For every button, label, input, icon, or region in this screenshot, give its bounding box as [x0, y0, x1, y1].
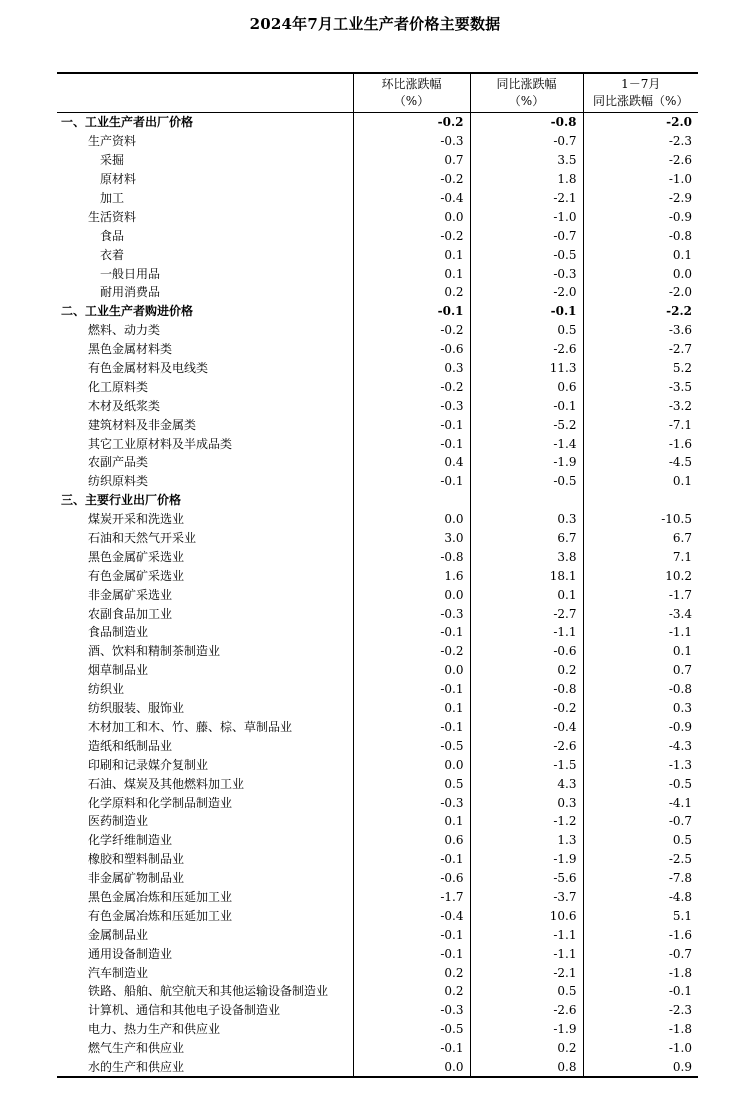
row-yoy-value: -1.1 [470, 623, 583, 642]
header-ytd-line2: 同比涨跌幅（%） [593, 94, 689, 108]
row-ytd-value: -2.3 [583, 1001, 698, 1020]
row-label: 非金属矿物制品业 [88, 871, 185, 886]
table-row [57, 642, 698, 661]
row-yoy-value: -1.9 [470, 453, 583, 472]
row-mom-value: -0.1 [353, 680, 470, 699]
row-yoy-value: -2.1 [470, 963, 583, 982]
row-mom-value: -0.3 [353, 1001, 470, 1020]
row-mom-value: -0.2 [353, 170, 470, 189]
row-yoy-value: 0.2 [470, 661, 583, 680]
table-row [57, 906, 698, 925]
row-label: 化工原料类 [88, 379, 149, 394]
row-ytd-value: 0.5 [583, 831, 698, 850]
table-row [57, 869, 698, 888]
table-row [57, 982, 698, 1001]
row-yoy-value: 11.3 [470, 359, 583, 378]
row-mom-value: -0.3 [353, 132, 470, 151]
row-label: 生活资料 [88, 209, 137, 224]
row-label: 其它工业原材料及半成品类 [88, 436, 233, 451]
row-ytd-value: 5.2 [583, 359, 698, 378]
row-mom-value: -0.4 [353, 906, 470, 925]
row-ytd-value: -0.7 [583, 944, 698, 963]
table-row [57, 699, 698, 718]
header-ytd-line1: 1－7月 [621, 77, 661, 91]
row-label: 建筑材料及非金属类 [88, 417, 197, 432]
row-mom-value: -0.4 [353, 189, 470, 208]
row-yoy-value: -2.6 [470, 1001, 583, 1020]
row-mom-value: -0.2 [353, 377, 470, 396]
row-label: 耐用消费品 [100, 285, 161, 300]
row-ytd-value: -1.8 [583, 1020, 698, 1039]
row-yoy-value: 0.8 [470, 1058, 583, 1078]
table-row [57, 718, 698, 737]
table-row [57, 1058, 698, 1078]
table-row [57, 302, 698, 321]
row-label: 有色金属材料及电线类 [88, 361, 209, 376]
row-mom-value: -0.1 [353, 472, 470, 491]
row-yoy-value: -2.0 [470, 283, 583, 302]
row-mom-value: -0.6 [353, 869, 470, 888]
row-mom-value: -0.1 [353, 925, 470, 944]
table-body [57, 113, 698, 1078]
table-row [57, 944, 698, 963]
row-yoy-value: -0.3 [470, 264, 583, 283]
row-ytd-value: -4.3 [583, 736, 698, 755]
header-yoy-line2: （%） [508, 94, 545, 108]
row-ytd-value: -1.6 [583, 434, 698, 453]
row-mom-value: -0.3 [353, 396, 470, 415]
table-row [57, 623, 698, 642]
row-mom-value: -0.6 [353, 340, 470, 359]
row-yoy-value: 4.3 [470, 774, 583, 793]
row-yoy-value: -0.4 [470, 718, 583, 737]
row-mom-value: 0.0 [353, 510, 470, 529]
row-label: 原材料 [100, 172, 137, 187]
row-mom-value: -0.5 [353, 736, 470, 755]
row-ytd-value: -0.8 [583, 226, 698, 245]
table-row [57, 774, 698, 793]
row-yoy-value: -1.1 [470, 925, 583, 944]
row-yoy-value: 3.8 [470, 547, 583, 566]
row-label: 黑色金属矿采选业 [88, 549, 185, 564]
table-row [57, 151, 698, 170]
document-title: 2024年7月工业生产者价格主要数据 [249, 15, 501, 33]
row-mom-value: -0.5 [353, 1020, 470, 1039]
row-mom-value: -0.1 [353, 850, 470, 869]
row-ytd-value: -2.9 [583, 189, 698, 208]
row-label: 酒、饮料和精制茶制造业 [88, 644, 221, 659]
row-label: 化学原料和化学制品制造业 [88, 795, 233, 810]
table-row [57, 132, 698, 151]
row-label: 农副产品类 [88, 455, 149, 470]
row-yoy-value: -0.7 [470, 226, 583, 245]
row-mom-value: -0.2 [353, 226, 470, 245]
row-yoy-value: -0.7 [470, 132, 583, 151]
table-row [57, 396, 698, 415]
row-yoy-value: 0.3 [470, 793, 583, 812]
row-mom-value: -0.1 [353, 1039, 470, 1058]
row-label: 橡胶和塑料制品业 [88, 852, 185, 867]
table-row [57, 963, 698, 982]
row-yoy-value: 10.6 [470, 906, 583, 925]
table-row [57, 1020, 698, 1039]
header-blank [57, 73, 353, 113]
row-label: 化学纤维制造业 [88, 833, 173, 848]
price-data-table [57, 72, 698, 1078]
row-label: 食品 [100, 228, 125, 243]
row-mom-value: 0.1 [353, 264, 470, 283]
table-row [57, 434, 698, 453]
row-ytd-value: -0.1 [583, 982, 698, 1001]
row-label: 造纸和纸制品业 [88, 738, 173, 753]
row-yoy-value: -2.1 [470, 189, 583, 208]
table-row [57, 377, 698, 396]
row-ytd-value: -4.5 [583, 453, 698, 472]
row-label: 纺织原料类 [88, 474, 149, 489]
row-ytd-value: -4.8 [583, 888, 698, 907]
row-yoy-value: -0.5 [470, 472, 583, 491]
row-yoy-value: 1.8 [470, 170, 583, 189]
row-yoy-value: -0.5 [470, 245, 583, 264]
row-label: 生产资料 [88, 134, 137, 149]
row-label: 三、主要行业出厂价格 [61, 493, 182, 508]
row-mom-value: 0.2 [353, 963, 470, 982]
row-label: 黑色金属冶炼和压延加工业 [88, 889, 233, 904]
row-label: 农副食品加工业 [88, 606, 173, 621]
row-yoy-value: 0.6 [470, 377, 583, 396]
table-row [57, 415, 698, 434]
row-ytd-value: -2.0 [583, 283, 698, 302]
row-ytd-value: -4.1 [583, 793, 698, 812]
table-row [57, 1001, 698, 1020]
row-label: 食品制造业 [88, 625, 149, 640]
table-row [57, 189, 698, 208]
row-mom-value [353, 491, 470, 510]
row-yoy-value: 0.1 [470, 585, 583, 604]
row-yoy-value: -0.8 [470, 680, 583, 699]
row-label: 衣着 [100, 247, 125, 262]
row-mom-value: -0.2 [353, 113, 470, 132]
table-row [57, 245, 698, 264]
row-yoy-value: -1.9 [470, 850, 583, 869]
row-mom-value: -0.3 [353, 604, 470, 623]
table-row [57, 888, 698, 907]
row-mom-value: 1.6 [353, 566, 470, 585]
row-mom-value: 0.0 [353, 755, 470, 774]
row-yoy-value: -1.4 [470, 434, 583, 453]
row-label: 燃料、动力类 [88, 323, 161, 338]
row-label: 纺织业 [88, 682, 125, 697]
row-yoy-value: -1.1 [470, 944, 583, 963]
row-yoy-value: -1.2 [470, 812, 583, 831]
row-mom-value: -0.2 [353, 642, 470, 661]
row-label: 烟草制品业 [88, 663, 149, 678]
row-ytd-value: 7.1 [583, 547, 698, 566]
row-mom-value: -0.3 [353, 793, 470, 812]
row-ytd-value: 0.0 [583, 264, 698, 283]
row-ytd-value: 0.3 [583, 699, 698, 718]
row-mom-value: 0.3 [353, 359, 470, 378]
row-mom-value: 0.0 [353, 585, 470, 604]
row-mom-value: 0.0 [353, 661, 470, 680]
table-row [57, 925, 698, 944]
row-yoy-value: -5.2 [470, 415, 583, 434]
table-row [57, 321, 698, 340]
header-mom-line2: （%） [393, 94, 430, 108]
row-label: 黑色金属材料类 [88, 342, 173, 357]
row-mom-value: 0.0 [353, 207, 470, 226]
row-yoy-value: -0.1 [470, 396, 583, 415]
row-mom-value: 0.4 [353, 453, 470, 472]
row-yoy-value: 3.5 [470, 151, 583, 170]
table-row [57, 529, 698, 548]
table-row [57, 170, 698, 189]
table-row [57, 812, 698, 831]
table-row [57, 755, 698, 774]
row-label: 煤炭开采和洗选业 [88, 512, 185, 527]
row-yoy-value: 0.2 [470, 1039, 583, 1058]
row-yoy-value: -0.6 [470, 642, 583, 661]
table-row [57, 604, 698, 623]
row-label: 纺织服装、服饰业 [88, 701, 185, 716]
table-row [57, 547, 698, 566]
row-mom-value: -0.1 [353, 415, 470, 434]
row-mom-value: -0.1 [353, 718, 470, 737]
row-ytd-value: -3.4 [583, 604, 698, 623]
row-mom-value: -0.1 [353, 434, 470, 453]
table-row [57, 491, 698, 510]
row-mom-value: 3.0 [353, 529, 470, 548]
header-mom-line1: 环比涨跌幅 [381, 77, 442, 91]
row-label: 二、工业生产者购进价格 [61, 304, 194, 319]
row-ytd-value: -0.9 [583, 718, 698, 737]
table-row [57, 736, 698, 755]
row-mom-value: 0.1 [353, 812, 470, 831]
table-row [57, 850, 698, 869]
row-ytd-value: -2.5 [583, 850, 698, 869]
row-mom-value: -0.1 [353, 944, 470, 963]
row-yoy-value: 0.3 [470, 510, 583, 529]
row-mom-value: 0.2 [353, 982, 470, 1001]
row-yoy-value: 18.1 [470, 566, 583, 585]
row-label: 医药制造业 [88, 814, 149, 829]
table-row [57, 453, 698, 472]
row-label: 有色金属矿采选业 [88, 568, 185, 583]
table-row [57, 510, 698, 529]
row-ytd-value: 0.1 [583, 642, 698, 661]
table-row [57, 472, 698, 491]
row-mom-value: 0.6 [353, 831, 470, 850]
row-ytd-value: -0.7 [583, 812, 698, 831]
row-label: 一般日用品 [100, 266, 161, 281]
row-label: 金属制品业 [88, 927, 149, 942]
row-yoy-value: -3.7 [470, 888, 583, 907]
row-yoy-value: 0.5 [470, 982, 583, 1001]
row-mom-value: 0.1 [353, 699, 470, 718]
row-ytd-value: 0.7 [583, 661, 698, 680]
table-row [57, 359, 698, 378]
header-yoy-line1: 同比涨跌幅 [496, 77, 557, 91]
row-label: 铁路、船舶、航空航天和其他运输设备制造业 [88, 984, 329, 999]
row-label: 汽车制造业 [88, 965, 149, 980]
row-mom-value: -0.8 [353, 547, 470, 566]
header-mom [353, 73, 470, 113]
row-ytd-value: -1.3 [583, 755, 698, 774]
table-row [57, 226, 698, 245]
table-row [57, 831, 698, 850]
row-ytd-value: -1.7 [583, 585, 698, 604]
row-ytd-value: 0.9 [583, 1058, 698, 1078]
table-row [57, 113, 698, 132]
row-ytd-value: 0.1 [583, 245, 698, 264]
table-row [57, 1039, 698, 1058]
row-yoy-value: -2.6 [470, 340, 583, 359]
row-yoy-value: -2.6 [470, 736, 583, 755]
row-ytd-value: -3.5 [583, 377, 698, 396]
row-ytd-value: -0.8 [583, 680, 698, 699]
table-row [57, 207, 698, 226]
row-ytd-value: -7.8 [583, 869, 698, 888]
row-ytd-value: -3.6 [583, 321, 698, 340]
row-label: 水的生产和供应业 [57, 1058, 353, 1078]
table-row [57, 680, 698, 699]
row-mom-value: -0.1 [353, 623, 470, 642]
row-yoy-value: -0.2 [470, 699, 583, 718]
row-ytd-value: -1.0 [583, 170, 698, 189]
row-yoy-value: 1.3 [470, 831, 583, 850]
header-yoy [470, 73, 583, 113]
row-yoy-value: -0.8 [470, 113, 583, 132]
row-ytd-value: -1.0 [583, 1039, 698, 1058]
row-label: 非金属矿采选业 [88, 587, 173, 602]
row-yoy-value: -1.0 [470, 207, 583, 226]
row-label: 印刷和记录媒介复制业 [88, 757, 209, 772]
row-ytd-value: -3.2 [583, 396, 698, 415]
row-yoy-value: -5.6 [470, 869, 583, 888]
row-ytd-value: -1.1 [583, 623, 698, 642]
row-ytd-value: -1.6 [583, 925, 698, 944]
table-row [57, 264, 698, 283]
row-yoy-value: -2.7 [470, 604, 583, 623]
row-ytd-value: -10.5 [583, 510, 698, 529]
row-yoy-value: 6.7 [470, 529, 583, 548]
row-ytd-value: -0.9 [583, 207, 698, 226]
row-ytd-value: -2.2 [583, 302, 698, 321]
row-yoy-value: 0.5 [470, 321, 583, 340]
row-label: 石油和天然气开采业 [88, 531, 197, 546]
row-label: 电力、热力生产和供应业 [88, 1022, 221, 1037]
row-ytd-value: -2.3 [583, 132, 698, 151]
table-row [57, 566, 698, 585]
row-yoy-value: -1.5 [470, 755, 583, 774]
row-mom-value: -1.7 [353, 888, 470, 907]
table-header-row [57, 73, 698, 113]
row-label: 燃气生产和供应业 [88, 1041, 185, 1056]
row-label: 计算机、通信和其他电子设备制造业 [88, 1003, 281, 1018]
row-ytd-value: 6.7 [583, 529, 698, 548]
row-mom-value: 0.0 [353, 1058, 470, 1078]
table-row [57, 585, 698, 604]
table-row [57, 340, 698, 359]
row-ytd-value: -0.5 [583, 774, 698, 793]
row-label: 通用设备制造业 [88, 946, 173, 961]
row-mom-value: 0.1 [353, 245, 470, 264]
row-mom-value: -0.2 [353, 321, 470, 340]
row-yoy-value: -1.9 [470, 1020, 583, 1039]
row-mom-value: -0.1 [353, 302, 470, 321]
row-ytd-value: -2.0 [583, 113, 698, 132]
row-label: 加工 [100, 191, 125, 205]
table-row [57, 661, 698, 680]
row-ytd-value: -2.6 [583, 151, 698, 170]
row-mom-value: 0.2 [353, 283, 470, 302]
row-label: 石油、煤炭及其他燃料加工业 [88, 776, 245, 791]
row-label: 采掘 [100, 153, 125, 168]
row-ytd-value: 5.1 [583, 906, 698, 925]
row-yoy-value [470, 491, 583, 510]
row-ytd-value: -7.1 [583, 415, 698, 434]
row-label: 一、工业生产者出厂价格 [61, 115, 194, 130]
row-ytd-value: 0.1 [583, 472, 698, 491]
row-mom-value: 0.7 [353, 151, 470, 170]
row-yoy-value: -0.1 [470, 302, 583, 321]
row-label: 木材及纸浆类 [88, 398, 161, 413]
row-ytd-value: -1.8 [583, 963, 698, 982]
row-mom-value: 0.5 [353, 774, 470, 793]
row-ytd-value: 10.2 [583, 566, 698, 585]
row-label: 木材加工和木、竹、藤、棕、草制品业 [88, 719, 293, 734]
header-ytd [583, 73, 698, 113]
row-ytd-value [583, 491, 698, 510]
table-row [57, 793, 698, 812]
table-row [57, 283, 698, 302]
row-ytd-value: -2.7 [583, 340, 698, 359]
row-label: 有色金属冶炼和压延加工业 [88, 908, 233, 923]
